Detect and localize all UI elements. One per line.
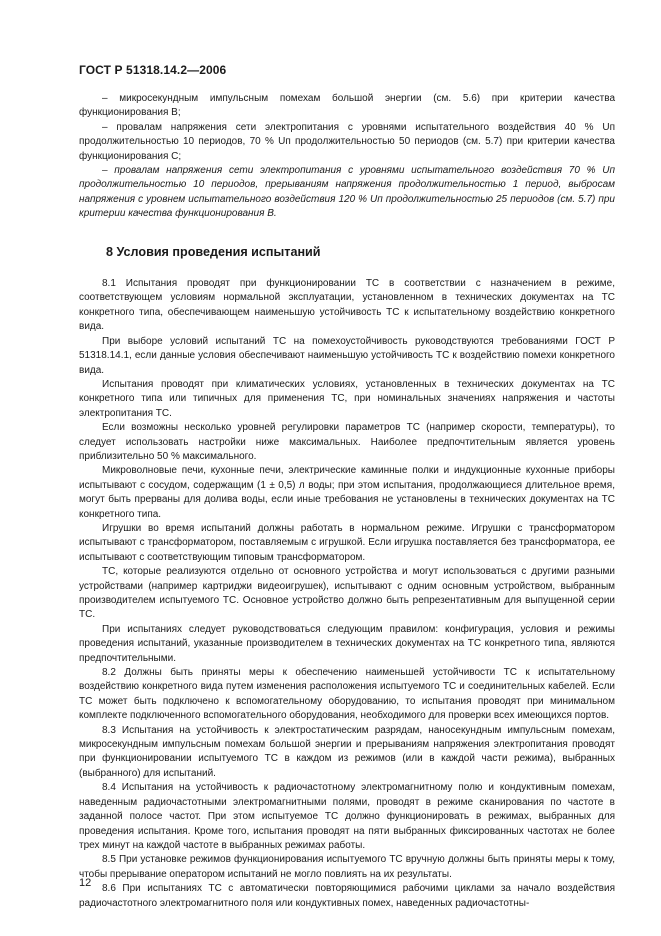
body-paragraph: При выборе условий испытаний ТС на помехоустойчивость руководствуются требованиями ГОСТ Р 51318.14.1, если данные условия обеспечивают наименьшую устойчивость ТС к воздействию помехи конкретного вида.: [79, 335, 615, 376]
body-paragraph: 8.5 При установке режимов функционирования испытуемого ТС вручную должны быть приняты меры к тому, чтобы прерывание оператором испытаний не могло повлиять на их результаты.: [79, 854, 615, 880]
body-paragraph: Испытания проводят при климатических условиях, установленных в технических документах на ТС конкретного типа или типичных для применения ТС, при номинальных значениях напряжения и частоты электропитания ТС.: [79, 378, 615, 419]
body-paragraph: 8.3 Испытания на устойчивость к электростатическим разрядам, наносекундным импульсным помехам, микросекундным импульсным помехам большой энергии и прерываниям напряжения электропитания проводят при функционировании испытуемого ТС в каждом из режимов (или в каждой части режима), выбранных (выбранного) для испытаний.: [79, 724, 615, 779]
section-title: 8 Условия проведения испытаний: [106, 244, 321, 259]
body-paragraph: При испытаниях следует руководствоваться следующим правилом: конфигурация, условия и режимы проведения испытаний, указанные производителем в технических документах на ТС конкретного типа, являются предпочтительными.: [79, 623, 615, 664]
intro-paragraph: – провалам напряжения сети электропитания с уровнями испытательного воздействия 70 % Uп продолжительностью 10 периодов, прерываниям напряжения продолжительностью 1 период, выбросам напряжения с уровнем испытательного воздействия 120 % Uп продолжительностью 25 периодов (см. 5.7) при критерии качества функционирования B.: [79, 165, 615, 220]
document-header: ГОСТ Р 51318.14.2—2006: [79, 63, 227, 77]
page-content: [79, 92, 615, 911]
body-paragraph: Микроволновые печи, кухонные печи, электрические каминные полки и индукционные кухонные приборы испытывают с сосудом, содержащим (1 ± 0,5) л воды; при этом испытания, продолжающиеся длительное время, могут быть прерваны для долива воды, если иные требования не установлены в технических документах на ТС конкретного типа.: [79, 465, 615, 520]
body-paragraph: 8.2 Должны быть приняты меры к обеспечению наименьшей устойчивости ТС к испытательному воздействию конкретного вида путем изменения расположения испытуемого ТС и соединительных кабелей. Если ТС может быть подключено к вспомогательному оборудованию, то испытания проводят при минимальном комплекте подключенного вспомогательного оборудования, необходимого для проверки всех имеющихся портов.: [79, 667, 615, 722]
intro-paragraph: – микросекундным импульсным помехам большой энергии (см. 5.6) при критерии качества функционирования B;: [79, 93, 615, 119]
page-number: 12: [79, 877, 92, 889]
body-paragraph: 8.4 Испытания на устойчивость к радиочастотному электромагнитному полю и кондуктивным помехам, наведенным радиочастотными электромагнитными полями, проводят в режиме сканирования по частоте в заданной полосе частот. При этом испытуемое ТС должно функционировать в режимах, выбранных для проведения испытания. Кроме того, испытания проводят на пяти выбранных фиксированных частотах не более трех минут на каждой частоте в выбранных режимах работы.: [79, 782, 615, 851]
body-paragraph: Если возможны несколько уровней регулировки параметров ТС (например скорости, температуры), то следует использовать настройки ниже максимальных. Наиболее предпочтительным является уровень приблизительно 50 % максимального.: [79, 422, 615, 462]
body-paragraph: Игрушки во время испытаний должны работать в нормальном режиме. Игрушки с трансформатором испытывают с трансформатором, поставляемым с игрушкой. Если игрушка поставляется без трансформатора, ее испытывают с соответствующим типовым трансформатором.: [79, 522, 615, 563]
body-paragraph: 8.1 Испытания проводят при функционировании ТС в соответствии с назначением в режиме, соответствующем условиям нормальной эксплуатации, установленном в технических документах на ТС конкретного типа, обеспечивающем наименьшую устойчивость ТС к испытательному воздействию конкретного вида.: [79, 278, 615, 333]
intro-paragraph: – провалам напряжения сети электропитания с уровнями испытательного воздействия 40 % Uп продолжительностью 10 периодов, 70 % Uп продолжительностью 50 периодов (см. 5.7) при критерии качества функционирования C;: [79, 121, 615, 162]
body-paragraph: ТС, которые реализуются отдельно от основного устройства и могут использоваться с другими разными устройствами (например картриджи видеоигрушек), испытывают с одним основным устройством, выбранным производителем испытуемого ТС. Основное устройство должно быть репрезентативным для выпущенной серии ТС.: [79, 566, 615, 621]
body-paragraph: 8.6 При испытаниях ТС с автоматически повторяющимися рабочими циклами за начало воздействия радиочастотного электромагнитного поля или кондуктивных помех, наведенных радиочастотны-: [79, 883, 615, 909]
